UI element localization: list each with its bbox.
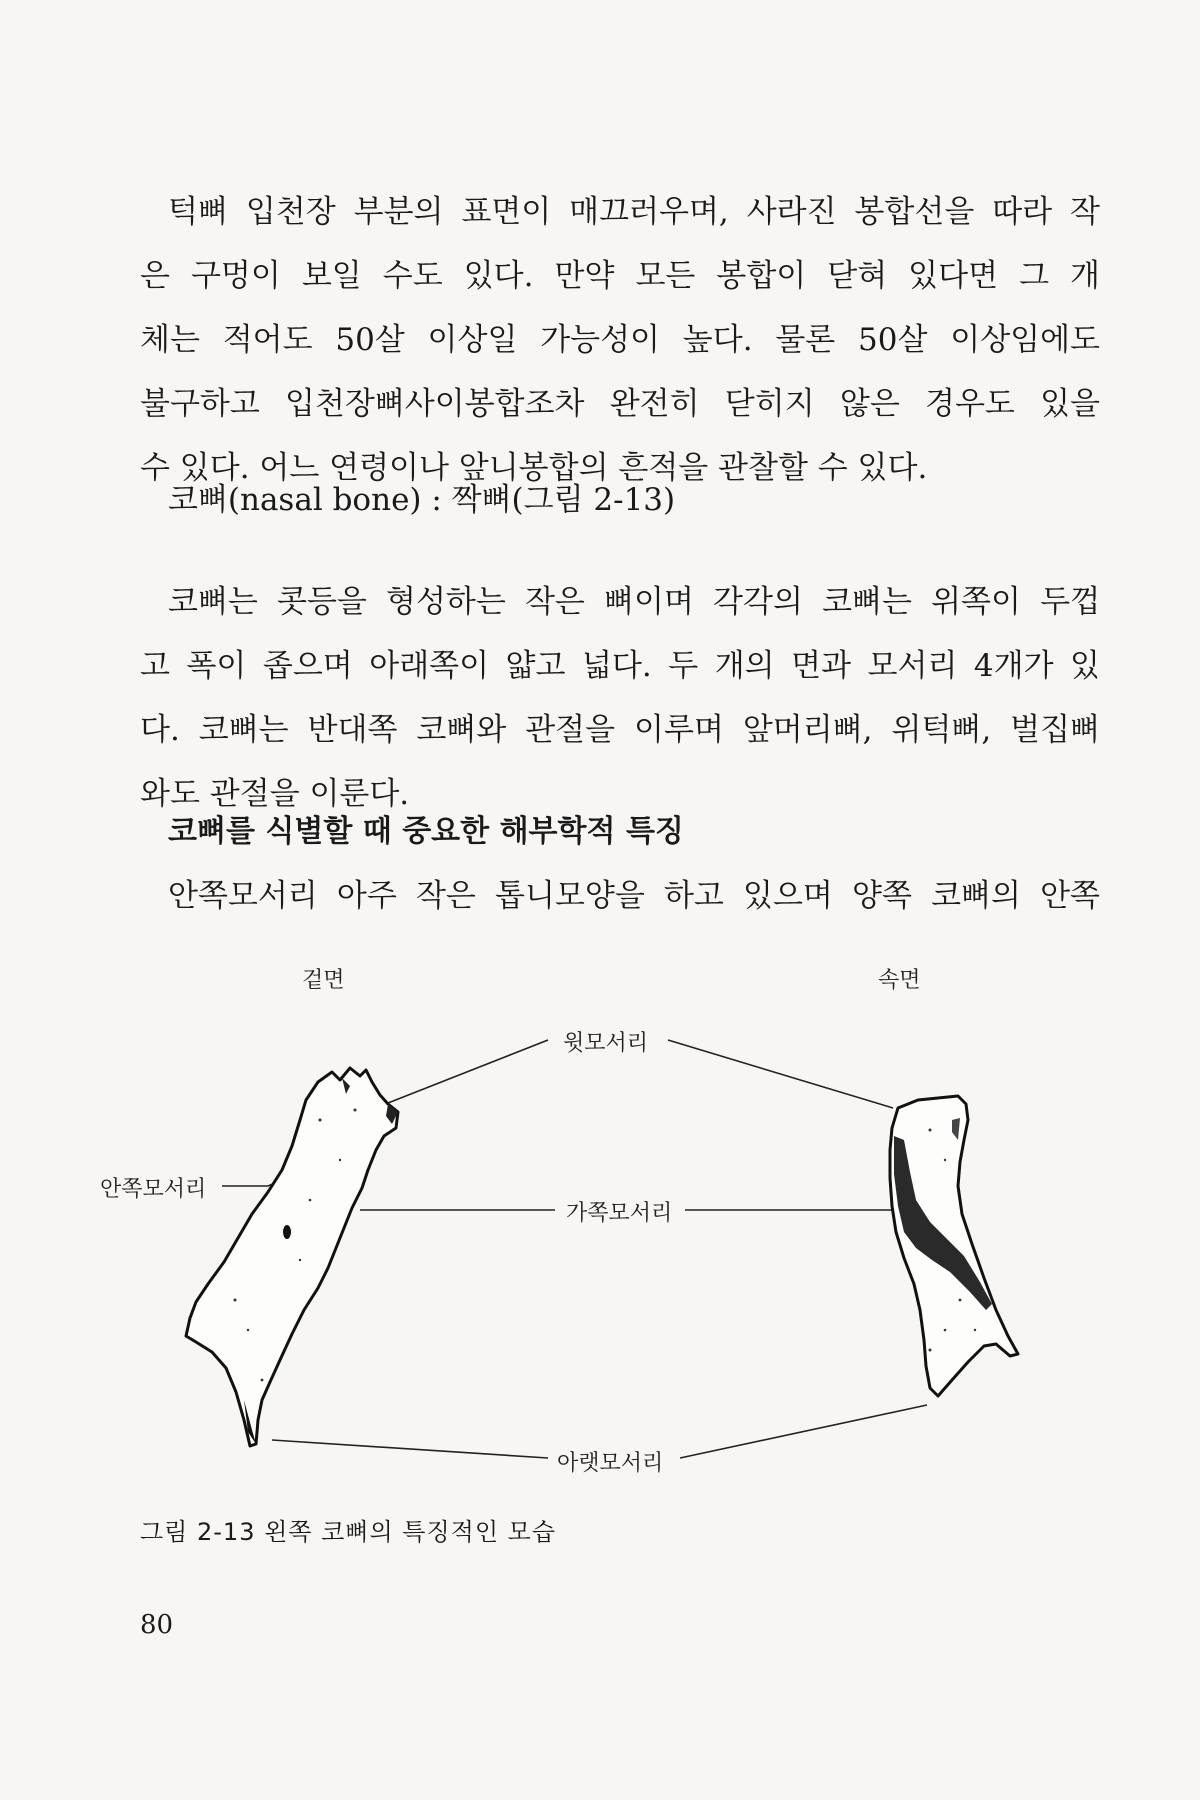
features-heading: 코뼈를 식별할 때 중요한 해부학적 특징 [168,814,684,849]
label-medial-border: 안쪽모서리 [100,1177,207,1202]
text-line: 불구하고 입천장뼈사이봉합조차 완전히 닫히지 않은 경우도 있을 [140,386,1100,422]
label-inferior-border: 아랫모서리 [557,1451,664,1476]
text-line: 턱뼈 입천장 부분의 표면이 매끄러우며, 사라진 봉합선을 따라 작 [168,194,1100,230]
figure-caption: 그림 2-13 왼쪽 코뼈의 특징적인 모습 [140,1518,557,1546]
view-label-internal: 속면 [878,968,921,993]
text-line: 코뼈는 콧등을 형성하는 작은 뼈이며 각각의 코뼈는 위쪽이 두껍 [168,584,1100,620]
text-line: 와도 관절을 이룬다. [140,776,410,812]
leader-line-superior-right [668,1040,893,1108]
nasal-bone-external-view [186,1068,398,1446]
leader-line-inferior-right [680,1405,927,1458]
nasal-bone-internal-view [890,1096,1018,1396]
text-line: 체는 적어도 50살 이상일 가능성이 높다. 물론 50살 이상임에도 [140,322,1100,358]
view-label-external: 겉면 [302,968,345,993]
page-number: 80 [140,1610,174,1640]
leader-line-superior-left [388,1040,548,1103]
leader-line-inferior-left [272,1440,548,1458]
features-text: 안쪽모서리 아주 작은 톱니모양을 하고 있으며 양쪽 코뼈의 안쪽 [168,878,1100,914]
label-superior-border: 윗모서리 [563,1031,649,1056]
text-line: 고 폭이 좁으며 아래쪽이 얇고 넓다. 두 개의 면과 모서리 4개가 있 [140,648,1100,684]
text-line: 수 있다. 어느 연령이나 앞니봉합의 흔적을 관찰할 수 있다. [140,450,928,486]
text-line: 다. 코뼈는 반대쪽 코뼈와 관절을 이루며 앞머리뼈, 위턱뼈, 벌집뼈 [140,712,1100,748]
section-heading-nasal-bone: 코뼈(nasal bone) : 짝뼈(그림 2-13) [168,482,676,518]
label-lateral-border: 가쪽모서리 [566,1201,673,1226]
text-line: 은 구멍이 보일 수도 있다. 만약 모든 봉합이 닫혀 있다면 그 개 [140,258,1100,294]
